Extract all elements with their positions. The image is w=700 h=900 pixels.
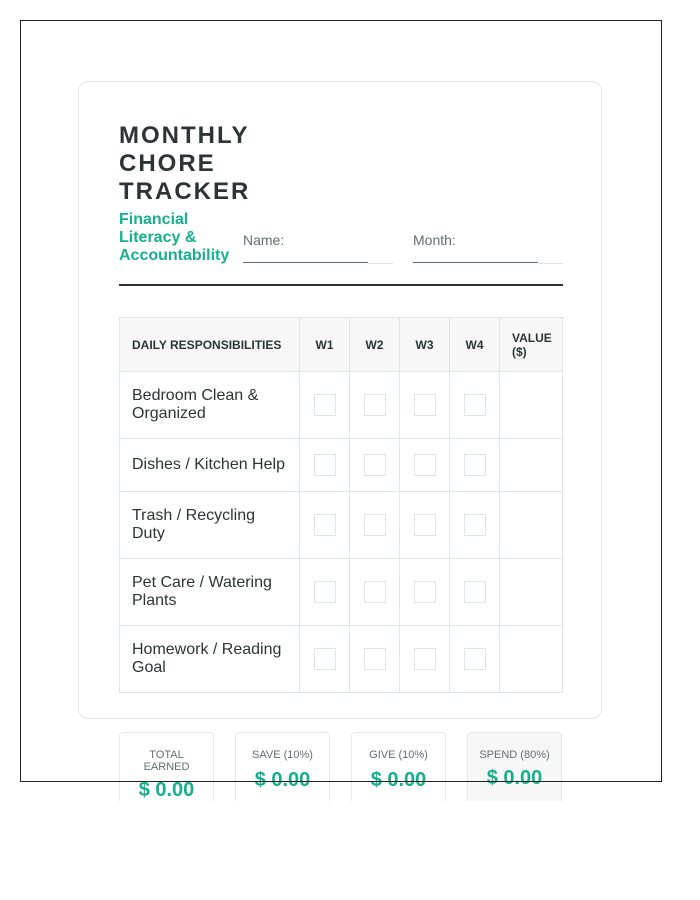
name-label: Name: <box>243 232 285 248</box>
page-title: MONTHLY CHORE TRACKER <box>119 122 251 205</box>
subtitle: Financial Literacy & Accountability <box>119 211 230 264</box>
summary-label: SAVE (10%) <box>252 749 313 761</box>
table-row <box>120 626 563 693</box>
task-name: Bedroom Clean & Organized <box>120 372 300 439</box>
week-checkbox[interactable] <box>464 454 486 476</box>
week-checkbox[interactable] <box>314 581 336 603</box>
month-underline <box>413 262 538 263</box>
col-header-w2: W2 <box>350 318 400 372</box>
header-divider <box>119 284 563 286</box>
week-checkbox[interactable] <box>364 581 386 603</box>
summary-save <box>235 732 330 801</box>
week-checkbox[interactable] <box>314 648 336 670</box>
week-checkbox[interactable] <box>464 581 486 603</box>
week-checkbox[interactable] <box>414 454 436 476</box>
table-row <box>120 559 563 626</box>
month-underline-ext <box>538 263 563 264</box>
value-cell[interactable] <box>500 626 563 693</box>
month-label: Month: <box>413 232 456 248</box>
col-header-value: VALUE ($) <box>500 318 563 372</box>
summary-label: SPEND (80%) <box>479 749 550 761</box>
task-name: Trash / Recycling Duty <box>120 492 300 559</box>
task-name: Dishes / Kitchen Help <box>120 439 300 492</box>
name-field[interactable] <box>243 232 393 250</box>
week-checkbox[interactable] <box>414 514 436 536</box>
chore-table <box>119 317 563 693</box>
task-name: Pet Care / Watering Plants <box>120 559 300 626</box>
week-checkbox[interactable] <box>314 514 336 536</box>
table-row <box>120 439 563 492</box>
week-checkbox[interactable] <box>364 514 386 536</box>
summary-give <box>351 732 446 801</box>
week-checkbox[interactable] <box>364 394 386 416</box>
week-checkbox[interactable] <box>414 394 436 416</box>
col-header-task: DAILY RESPONSIBILITIES <box>120 318 300 372</box>
week-checkbox[interactable] <box>364 648 386 670</box>
col-header-w4: W4 <box>450 318 500 372</box>
value-cell[interactable] <box>500 372 563 439</box>
table-header-row <box>120 318 563 372</box>
value-cell[interactable] <box>500 439 563 492</box>
task-name: Homework / Reading Goal <box>120 626 300 693</box>
value-cell[interactable] <box>500 559 563 626</box>
col-header-w1: W1 <box>300 318 350 372</box>
week-checkbox[interactable] <box>464 514 486 536</box>
col-header-w3: W3 <box>400 318 450 372</box>
table-row <box>120 492 563 559</box>
month-field[interactable] <box>413 232 563 250</box>
week-checkbox[interactable] <box>314 394 336 416</box>
table-row <box>120 372 563 439</box>
summary-label: GIVE (10%) <box>369 749 428 761</box>
week-checkbox[interactable] <box>464 394 486 416</box>
summary-value: $ 0.00 <box>370 769 427 791</box>
summary-total-earned <box>119 732 214 801</box>
week-checkbox[interactable] <box>464 648 486 670</box>
week-checkbox[interactable] <box>364 454 386 476</box>
week-checkbox[interactable] <box>414 648 436 670</box>
summary-spend <box>467 732 562 801</box>
summary-label: TOTAL EARNED <box>143 749 190 773</box>
summary-value: $ 0.00 <box>138 779 195 801</box>
summary-value: $ 0.00 <box>254 769 311 791</box>
week-checkbox[interactable] <box>414 581 436 603</box>
summary-value: $ 0.00 <box>486 767 543 789</box>
name-underline-ext <box>368 263 393 264</box>
name-underline <box>243 262 368 263</box>
value-cell[interactable] <box>500 492 563 559</box>
week-checkbox[interactable] <box>314 454 336 476</box>
